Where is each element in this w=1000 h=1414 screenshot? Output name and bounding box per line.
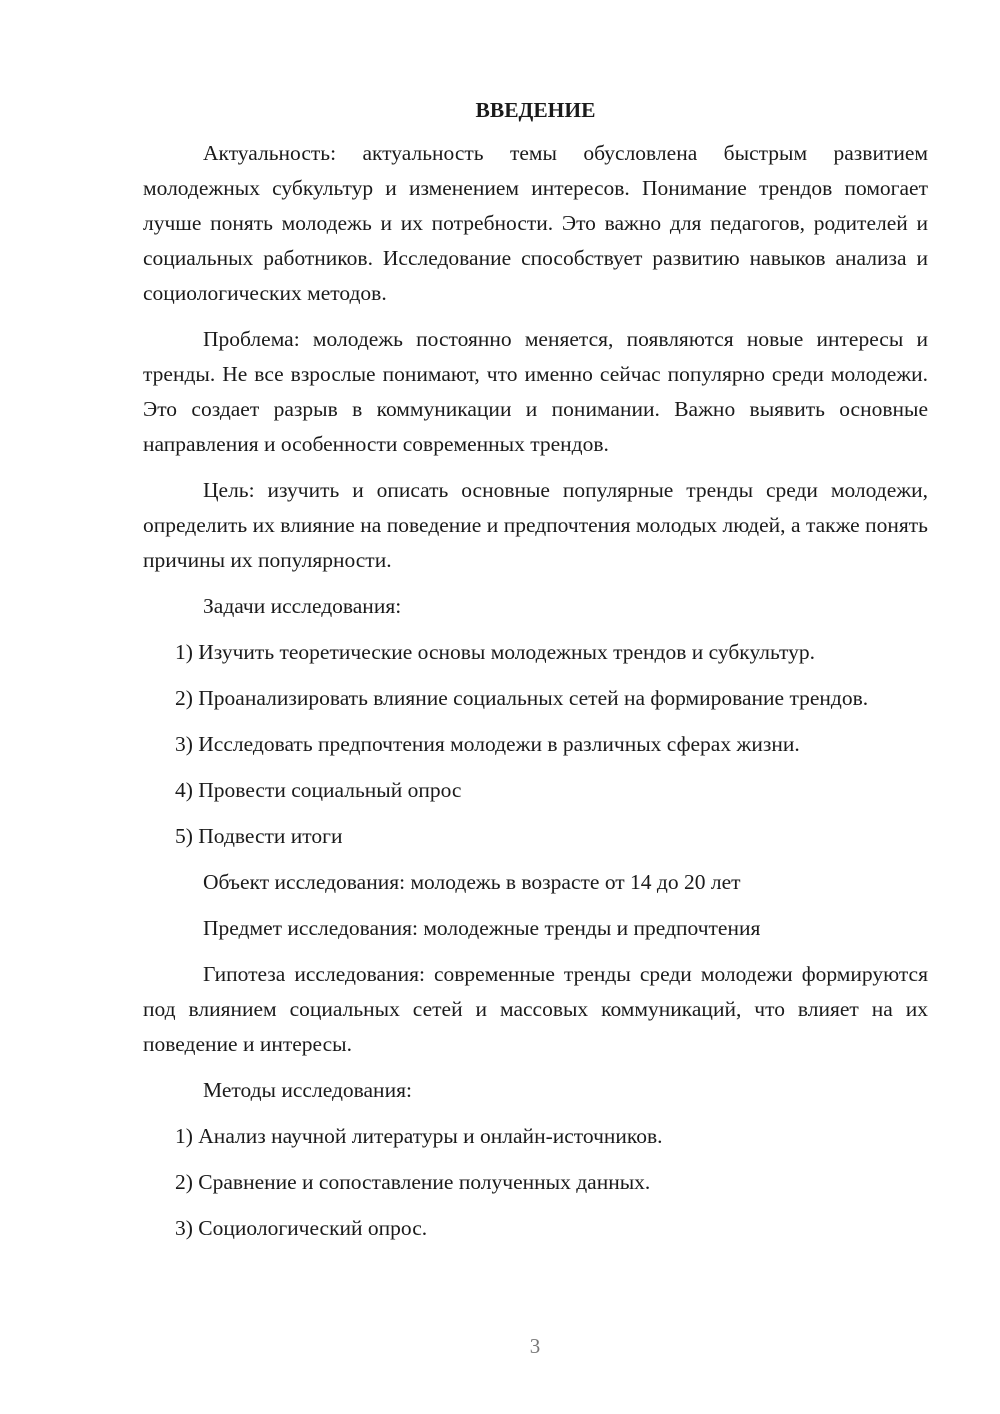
page-number: 3 [529, 1334, 541, 1358]
task-item: 1) Изучить теоретические основы молодежных трендов и субкультур. [175, 640, 815, 664]
subject-paragraph: Предмет исследования: молодежные тренды и предпочтения [203, 916, 761, 940]
problem-paragraph: Проблема: молодежь постоянно меняется, появляются новые интересы и тренды. Не все взрослые понимают, что именно сейчас популярно среди молодежи. Это создает разрыв в коммуникации и понимании. Важно выявить основные направления и особенности современных трендов. [143, 327, 928, 456]
relevance-paragraph: Актуальность: актуальность темы обусловлена быстрым развитием молодежных субкультур и изменением интересов. Понимание трендов помогает лучше понять молодежь и их потребности. Это важно для педагогов, родителей и социальных работников. Исследование способствует развитию навыков анализа и социологических методов. [143, 141, 928, 305]
goal-paragraph: Цель: изучить и описать основные популярные тренды среди молодежи, определить их влияние на поведение и предпочтения молодых людей, а также понять причины их популярности. [143, 478, 928, 572]
tasks-heading: Задачи исследования: [203, 594, 402, 618]
task-item: 2) Проанализировать влияние социальных сетей на формирование трендов. [175, 686, 869, 710]
method-item: 2) Сравнение и сопоставление полученных данных. [175, 1170, 651, 1194]
method-item: 3) Социологический опрос. [175, 1216, 428, 1240]
methods-heading: Методы исследования: [203, 1078, 412, 1102]
method-item: 1) Анализ научной литературы и онлайн-источников. [175, 1124, 663, 1148]
task-item: 3) Исследовать предпочтения молодежи в различных сферах жизни. [175, 732, 800, 756]
task-item: 5) Подвести итоги [175, 824, 343, 848]
task-item: 4) Провести социальный опрос [175, 778, 462, 802]
object-paragraph: Объект исследования: молодежь в возрасте от 14 до 20 лет [203, 870, 741, 894]
section-title: ВВЕДЕНИЕ [475, 98, 596, 122]
document-body [143, 95, 928, 1257]
hypothesis-paragraph: Гипотеза исследования: современные тренды среди молодежи формируются под влиянием социальных сетей и массовых коммуникаций, что влияет на их поведение и интересы. [143, 962, 928, 1056]
